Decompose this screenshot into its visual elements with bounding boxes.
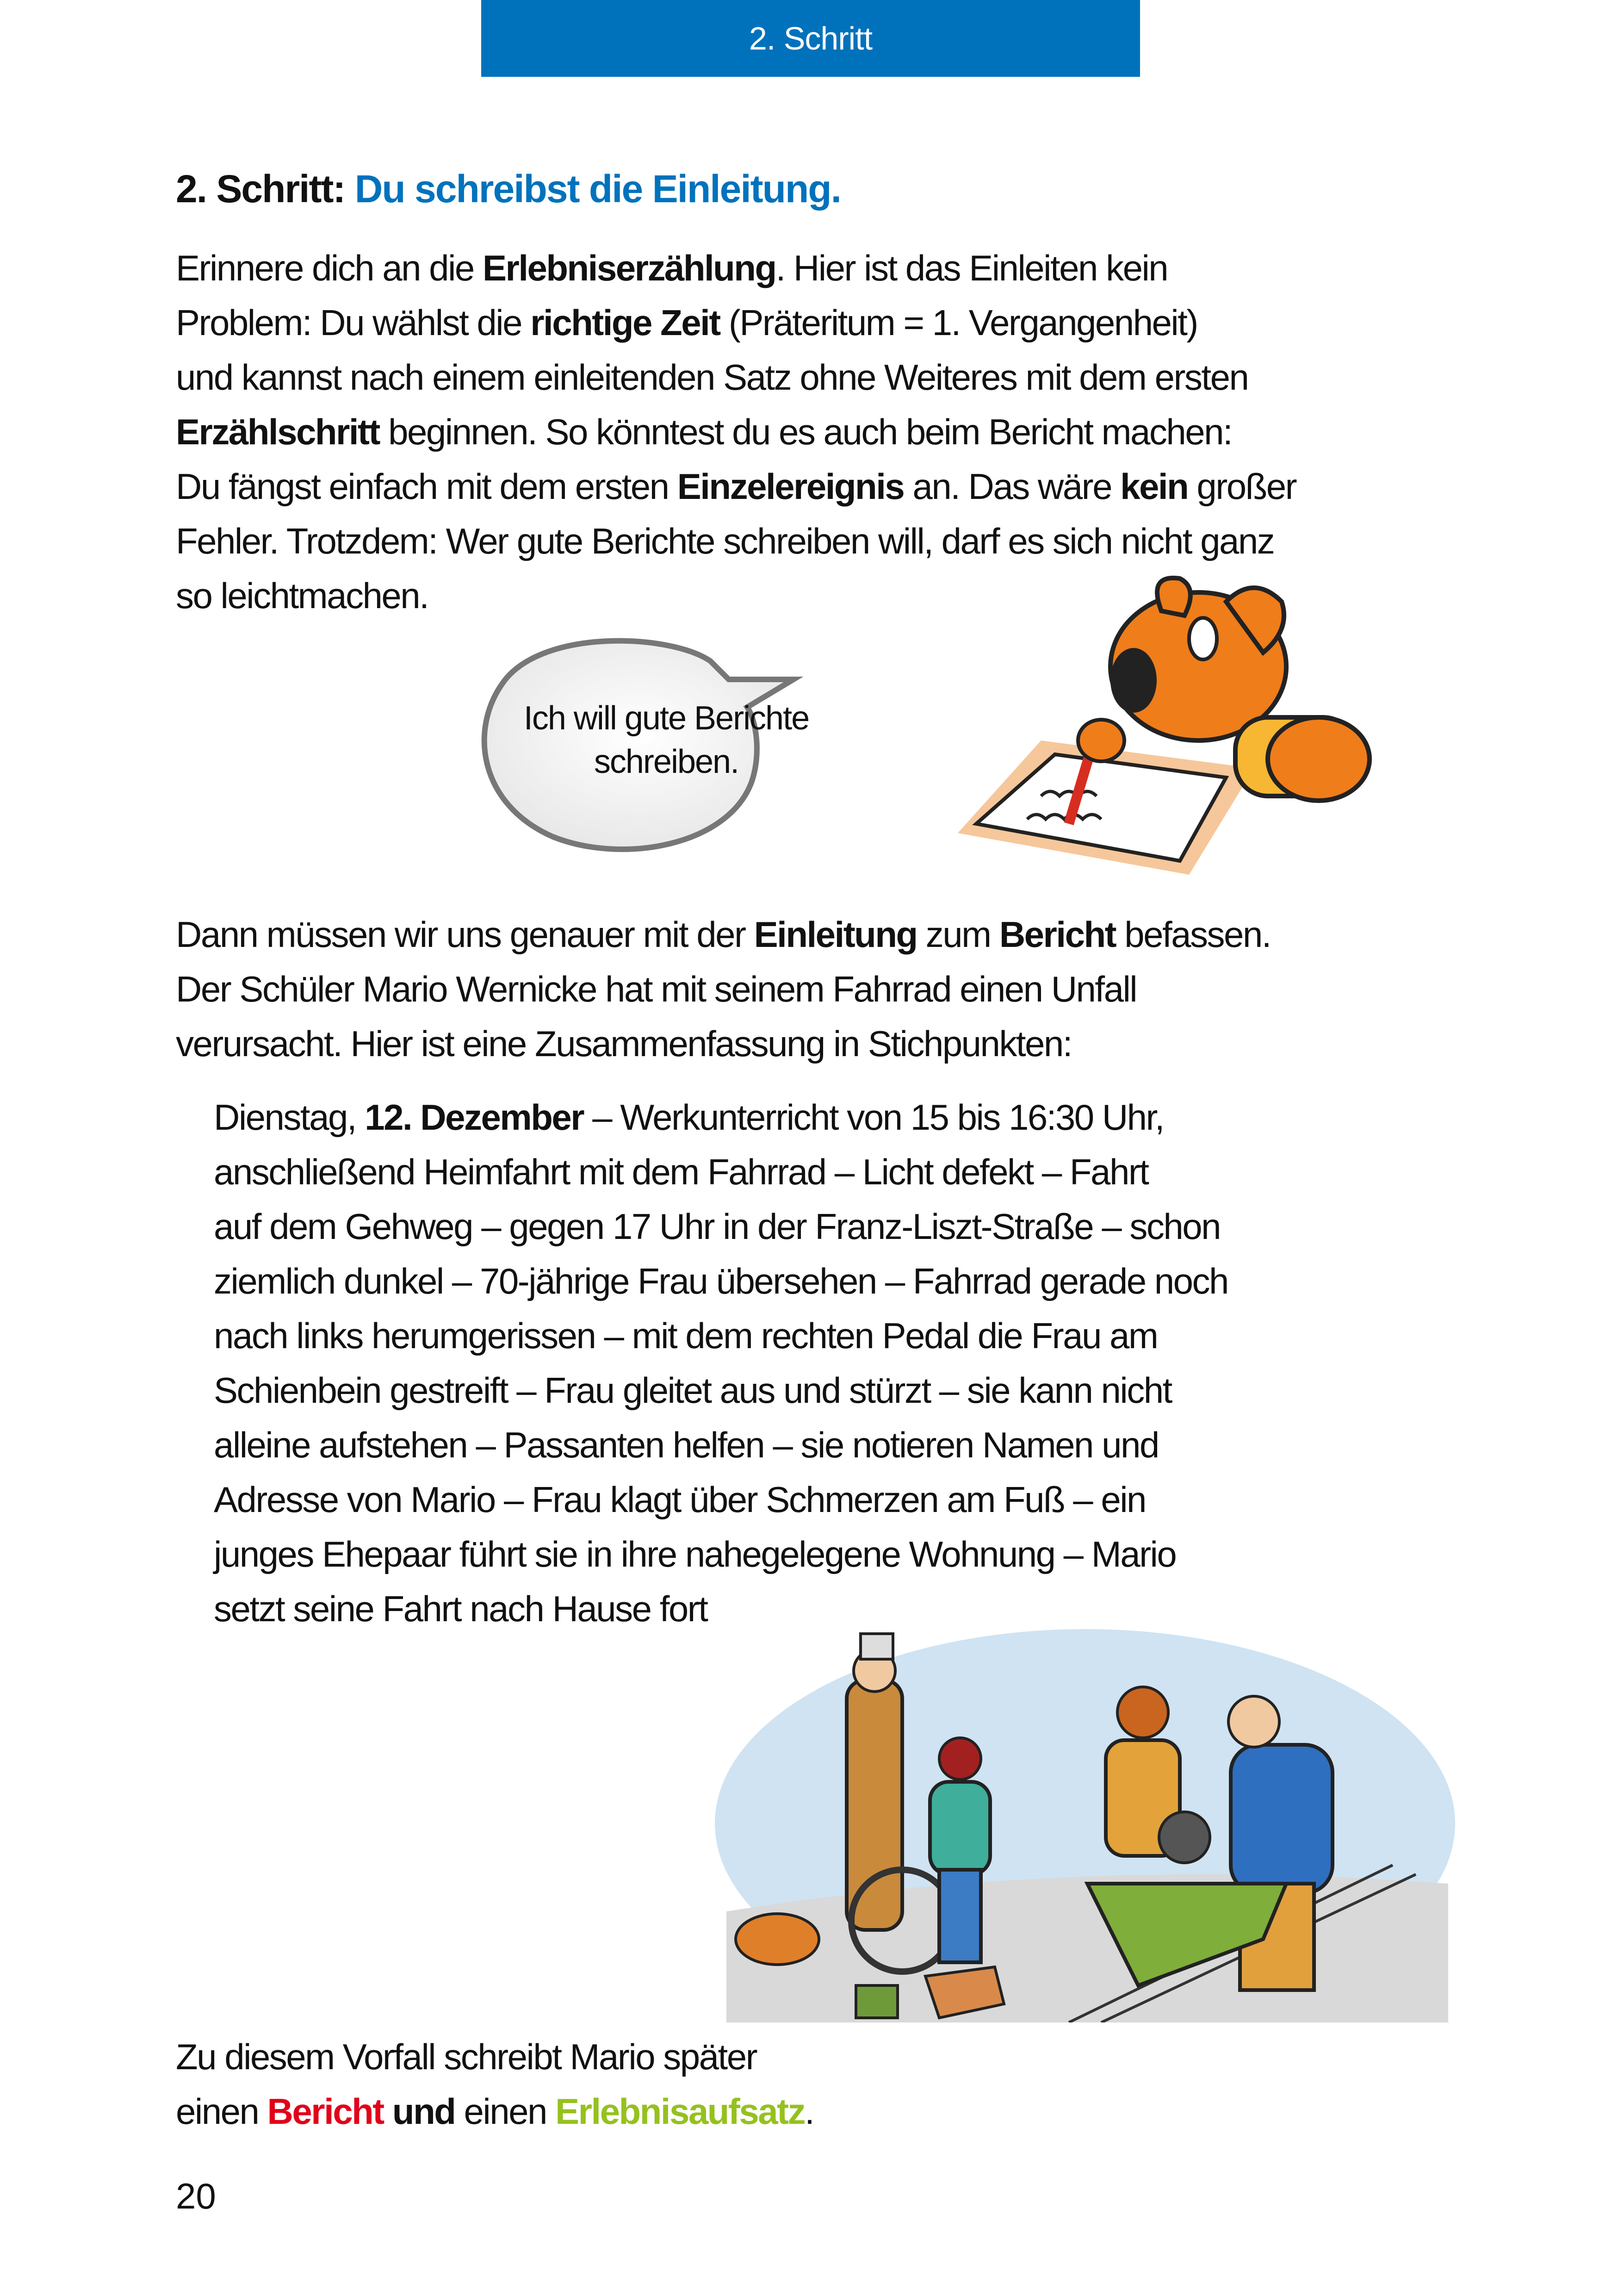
notes-line: anschließend Heimfahrt mit dem Fahrrad – Licht defekt – Fahrt — [214, 1151, 1148, 1192]
accident-scene-illustration-icon — [708, 1624, 1462, 2022]
closing-paragraph — [176, 2029, 813, 2139]
erlebnisaufsatz-highlight: Erlebnisaufsatz — [555, 2091, 805, 2132]
notes-line: junges Ehepaar führt sie in ihre nahegelegene Wohnung – Mario — [214, 1534, 1176, 1574]
intro-line: Problem: Du wählst die richtige Zeit (Präteritum = 1. Vergangenheit) — [176, 302, 1197, 343]
notes-line: Dienstag, 12. Dezember – Werkunterricht von 15 bis 16:30 Uhr, — [214, 1097, 1164, 1138]
notes-line: auf dem Gehweg – gegen 17 Uhr in der Franz-Liszt-Straße – schon — [214, 1206, 1221, 1247]
bullet-notes — [214, 1090, 1228, 1636]
section-heading — [176, 167, 841, 212]
closing-line: einen Bericht und einen Erlebnisaufsatz. — [176, 2091, 814, 2132]
bericht-highlight: Bericht — [267, 2091, 384, 2132]
notes-line: Adresse von Mario – Frau klagt über Schmerzen am Fuß – ein — [214, 1479, 1146, 1520]
section-line: verursacht. Hier ist eine Zusammenfassung in Stichpunkten: — [176, 1023, 1072, 1064]
intro-line: und kannst nach einem einleitenden Satz ohne Weiteres mit dem ersten — [176, 357, 1248, 398]
heading-prefix: 2. Schritt: — [176, 167, 345, 211]
notes-line: ziemlich dunkel – 70-jährige Frau übersehen – Fahrrad gerade noch — [214, 1261, 1228, 1301]
intro-line: so leichtmachen. — [176, 575, 428, 616]
intro-line: Erzählschritt beginnen. So könntest du es auch beim Bericht machen: — [176, 411, 1232, 452]
page-number: 20 — [176, 2176, 216, 2216]
heading-title: Du schreibst die Einleitung. — [354, 167, 841, 211]
dog-writing-illustration-icon — [902, 574, 1504, 898]
notes-line: alleine aufstehen – Passanten helfen – sie notieren Namen und — [214, 1425, 1159, 1465]
section-paragraph — [176, 907, 1271, 1071]
section-line: Der Schüler Mario Wernicke hat mit seinem Fahrrad einen Unfall — [176, 969, 1137, 1009]
notes-line: Schienbein gestreift – Frau gleitet aus und stürzt – sie kann nicht — [214, 1370, 1172, 1411]
intro-paragraph — [176, 241, 1296, 623]
chapter-tab-label: 2. Schritt — [749, 20, 873, 56]
chapter-tab — [481, 0, 1140, 77]
intro-line: Fehler. Trotzdem: Wer gute Berichte schreiben will, darf es sich nicht ganz — [176, 521, 1274, 561]
intro-line: Erinnere dich an die Erlebniserzählung. Hier ist das Einleiten kein — [176, 248, 1168, 288]
closing-line: Zu diesem Vorfall schreibt Mario später — [176, 2036, 757, 2077]
section-line: Dann müssen wir uns genauer mit der Einleitung zum Bericht befassen. — [176, 914, 1271, 955]
notes-line: nach links herumgerissen – mit dem rechten Pedal die Frau am — [214, 1315, 1158, 1356]
notes-line: setzt seine Fahrt nach Hause fort — [214, 1588, 707, 1629]
intro-line: Du fängst einfach mit dem ersten Einzelereignis an. Das wäre kein großer — [176, 466, 1296, 507]
speech-bubble-text: Ich will gute Berichte schreiben. — [523, 700, 809, 780]
